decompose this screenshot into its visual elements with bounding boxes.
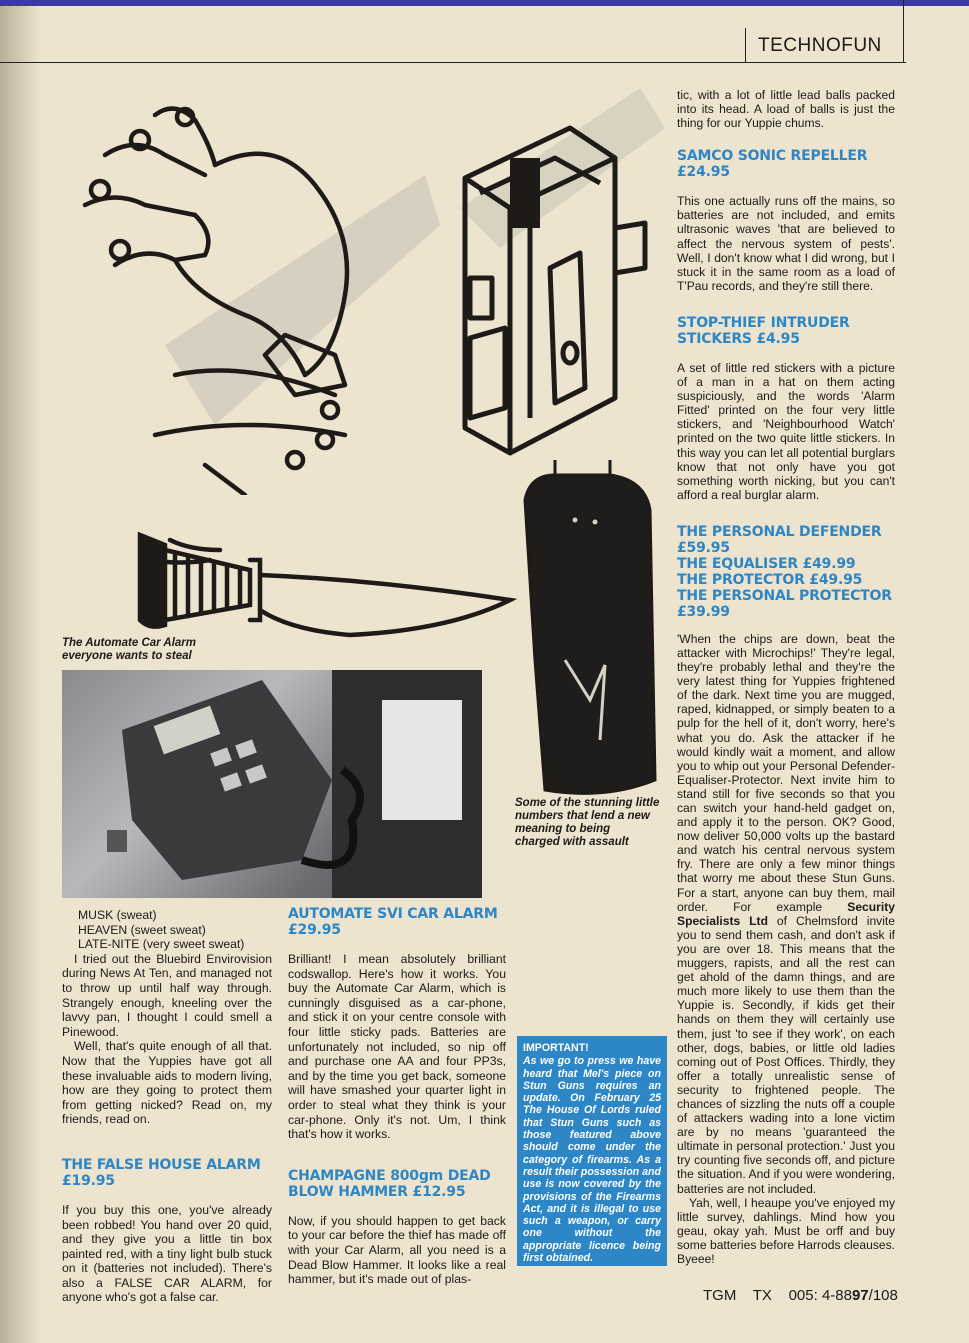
header-rule (0, 62, 745, 63)
important-notice-box (517, 1036, 667, 1266)
heading-line: STOP-THIEF INTRUDER (677, 314, 850, 331)
heading-line: THE FALSE HOUSE ALARM (62, 1156, 261, 1173)
caption-line: The Automate Car Alarm (62, 637, 196, 649)
list-item: MUSK (sweat) (78, 908, 157, 922)
caption-line: everyone wants to steal (62, 650, 192, 662)
list-item: LATE-NITE (very sweet sweat) (78, 937, 245, 952)
text-run: of Chelmsford invite you to send them cash, and don't ask if you are over 18. This means that the muggers, rapists, and all the rest can get ahold of the damn things, and are much more likely to use them than the Yuppie is. Secondly, if kids get their hands on them they will certainly use them, just 'to see if they work', on each other, dogs, babies, or little old ladies coming out of Post Offices. Thirdly, they offer a totally unrealistic sense of security to frightened people. The chances of sizzling the nuts off a couple of attackers wading into a lone victim are by no means 'guaranteed the ultimate in personal protection.' Just you try counting five seconds off, and picture the situation. And if you were wondering, batteries are not included. (677, 913, 896, 1196)
heading-line: THE PERSONAL PROTECTOR (677, 587, 892, 604)
heading-line: £24.95 (677, 164, 730, 181)
hand-illustration (45, 95, 445, 495)
caption-line: Some of the stunning little (515, 797, 660, 809)
top-rule (0, 0, 969, 6)
page-gutter-shadow (0, 0, 40, 1343)
paragraph: tic, with a lot of little lead balls packed into its head. A load of balls is just the thing for our Yuppie chums. (677, 88, 895, 131)
caption-line: numbers that lend a new (515, 810, 650, 822)
heading-stop-thief-stickers (677, 315, 895, 347)
heading-line: THE PROTECTOR £49.95 (677, 571, 863, 588)
important-body: As we go to press we have heard that Mel's piece on Stun Guns requires an update. On February 25 The House Of Lords ruled that Stun Guns such as those featured above should come under the category of firearms. As a result their possession and use is now covered by the provisions of the Firearms Act, and it is illegal to use such a weapon, or carry one without the appropriate licence being first obtained. (523, 1055, 661, 1265)
heading-line: AUTOMATE SVI CAR ALARM (288, 906, 498, 922)
section-title: TECHNOFUN (758, 35, 882, 56)
heading-line: STICKERS £4.95 (677, 330, 800, 347)
text-run: 'When the chips are down, beat the attacker with Microchips!' They're legal, they're probably lethal and they're the very latest thing for Yuppies frightened of the dark. Next time you are mugged, raped, kidnapped, or simply beaten to a pulp for the hell of it, don't worry, here's what you do. Ask the attacker if he would kindly wait a moment, and allow you to whip out your Personal Defender-Equaliser-Protector. Next invite him to stand still for five seconds so that you can switch your hand-held gadget on, and apply it to the person. OK? Good, now deliver 50,000 volts up the bastard and watch his central nervous system fry. There are only a few minor things that worry me about these Stun Guns. For a start, anyone can buy them, mail order. For example (677, 631, 895, 914)
heading-false-house-alarm (62, 1157, 272, 1189)
footer-magazine: TGM (703, 1287, 737, 1304)
paragraph (677, 632, 895, 1196)
heading-line: SAMCO SONIC REPELLER (677, 148, 868, 165)
caption-line: charged with assault (515, 836, 629, 848)
heading-automate-car-alarm (288, 906, 506, 938)
right-column (677, 88, 895, 1278)
paragraph: Yah, well, I heaupe you've enjoyed my little survey, dahlings. Mind how you geau, okay yah. Must be orff and buy some batteries before Harrods cleauses. Byeee! (677, 1195, 895, 1266)
caption-line: meaning to being (515, 823, 611, 835)
heading-line: BLOW HAMMER £12.95 (288, 1183, 466, 1200)
heading-champagne-hammer (288, 1168, 506, 1200)
heading-line: THE EQUALISER £49.99 (677, 555, 856, 572)
heading-line: £19.95 (62, 1172, 115, 1189)
middle-column (288, 906, 506, 1299)
heading-line: THE PERSONAL DEFENDER (677, 523, 882, 540)
paragraph: A set of little red stickers with a picture of a man in a hat on them acting suspiciously, and the words 'Alarm Fitted' printed on the four very little stickers, and 'Neighbourhood Watch' printed on the two quite little stickers. In this way you can let all potential burglars know that not only have you got something worth nicking, but you can't afford a real burglar alarm. (677, 360, 895, 502)
heading-personal-defenders (677, 524, 895, 620)
paragraph: Well, that's quite enough of all that. Now that the Yuppies have got all these invaluable aids to modern living, how are they going to protect them from getting nicked? Read on, my friends, read on. (62, 1039, 272, 1127)
knife-illustration (130, 530, 520, 650)
footer-issue: 005: 4-88 (788, 1287, 852, 1304)
fragrance-list (62, 908, 272, 952)
car-alarm-caption (62, 637, 196, 663)
heading-line: CHAMPAGNE 800gm DEAD (288, 1167, 491, 1184)
paragraph: Now, if you should happen to get back to your car before the thief has made off with your Car Alarm, all you need is a Dead Blow Hammer. It looks like a real hammer, but it's made out of plas- (288, 1213, 506, 1287)
page-footer (703, 1287, 898, 1304)
heading-line: £29.95 (288, 922, 341, 938)
footer-section: TX (752, 1287, 772, 1304)
left-column (62, 908, 272, 1317)
company-name: Security Specialists Ltd (677, 899, 895, 928)
footer-page-total: /108 (868, 1287, 898, 1304)
paragraph: If you buy this one, you've already been robbed! You hand over 20 quid, and they give you a little tin box painted red, with a tiny light bulb stuck on it (batteries not included). There's also a FALSE CAR ALARM, for anyone who's got a false car. (62, 1202, 272, 1305)
stun-gun-caption (515, 797, 659, 849)
paragraph: I tried out the Bluebird Envirovision during News At Ten, and managed not to throw up until half way through. Strangely enough, kneeling over the lavvy pan, I thought I could smell a Pinewood. (62, 951, 272, 1039)
heading-samco-sonic-repeller (677, 148, 895, 180)
heading-line: £39.99 (677, 603, 730, 620)
paragraph: Brilliant! I mean absolutely brilliant codswallop. Here's how it works. You buy the Automate Car Alarm, which is cunningly disguised as a car-phone, and stick it on your centre console with four little sticky pads. Batteries are unfortunately not included, so nip off and purchase one AA and four PP3s, and by the time you get back, someone will have smashed your quarter light in order to steal what they think is your car-phone. Only it's not. Um, I think that's how it works. (288, 952, 506, 1142)
footer-page-number: 97 (851, 1287, 869, 1304)
repeller-illustration (440, 88, 670, 458)
car-alarm-photo (62, 670, 482, 898)
important-title: IMPORTANT! (523, 1042, 589, 1054)
paragraph: This one actually runs off the mains, so batteries are not included, and emits ultrasonic waves 'that are believed to affect the nervous system of pests'. Well, I don't know what I did wrong, but I stuck it in the same room as a load of T'Pau records, and they're still there. (677, 194, 895, 293)
list-item: HEAVEN (sweet sweat) (78, 922, 206, 937)
stun-gun-illustration (515, 460, 675, 800)
heading-line: £59.95 (677, 539, 730, 556)
